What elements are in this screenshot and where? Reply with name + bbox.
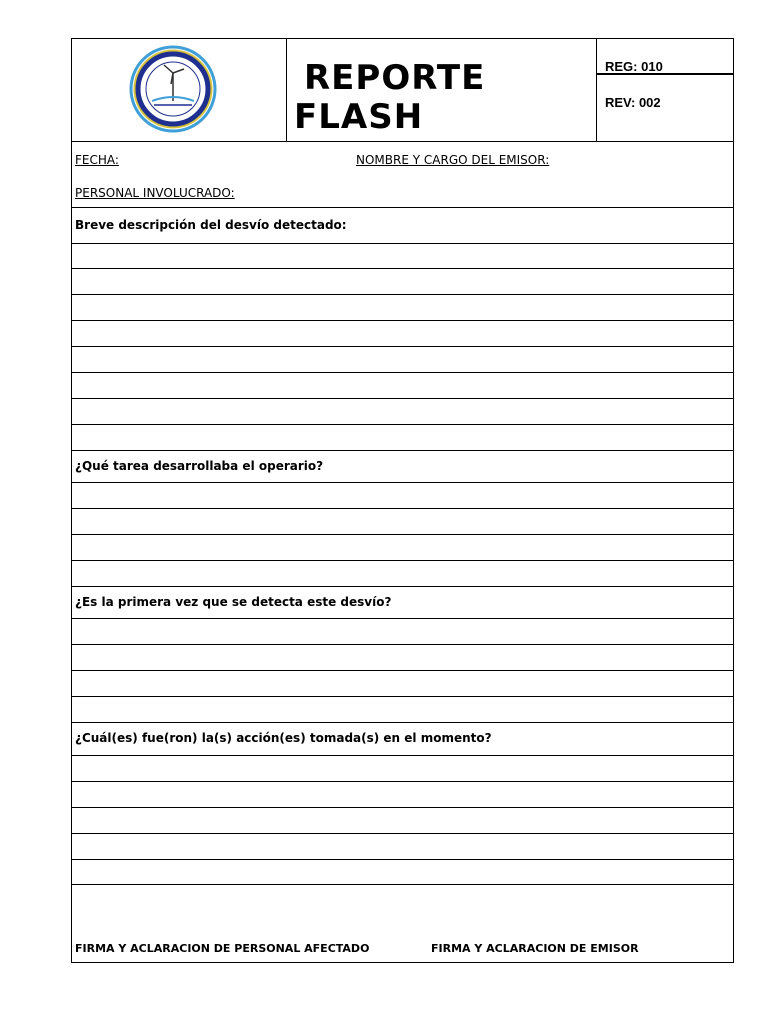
answer-line[interactable] [72, 619, 733, 645]
question-3-row [72, 587, 733, 619]
page-title [294, 59, 485, 137]
reg-box [597, 39, 733, 75]
answer-line[interactable] [72, 697, 733, 723]
answer-line[interactable] [72, 834, 733, 860]
personal-involucrado-label: PERSONAL INVOLUCRADO: [75, 186, 235, 200]
question-1-label: Breve descripción del desvío detectado: [75, 218, 347, 232]
answer-line[interactable] [72, 373, 733, 399]
firma-emisor-label: FIRMA Y ACLARACION DE EMISOR [431, 942, 639, 955]
company-logo [72, 39, 286, 141]
answer-line[interactable] [72, 671, 733, 697]
answer-line[interactable] [72, 509, 733, 535]
answer-line[interactable] [72, 295, 733, 321]
answer-line[interactable] [72, 808, 733, 834]
form-header [72, 39, 733, 142]
answer-line[interactable] [72, 860, 733, 885]
answer-line[interactable] [72, 535, 733, 561]
answer-line[interactable] [72, 321, 733, 347]
answer-line[interactable] [72, 782, 733, 808]
fecha-label: FECHA: [75, 153, 119, 167]
answer-line[interactable] [72, 269, 733, 295]
answer-line[interactable] [72, 483, 733, 509]
rev-code: REV: 002 [605, 95, 661, 110]
answer-line[interactable] [72, 645, 733, 671]
info-section [72, 142, 733, 208]
reg-code: REG: 010 [605, 59, 663, 74]
reporte-flash-form [71, 38, 734, 963]
answer-line[interactable] [72, 756, 733, 782]
answer-line[interactable] [72, 399, 733, 425]
title-cell [287, 39, 597, 141]
title-line-2: FLASH [294, 97, 424, 137]
question-4-label: ¿Cuál(es) fue(ron) la(s) acción(es) tomada(s) en el momento? [75, 731, 492, 745]
question-3-label: ¿Es la primera vez que se detecta este desvío? [75, 595, 392, 609]
answer-line[interactable] [72, 244, 733, 269]
firma-personal-afectado-label: FIRMA Y ACLARACION DE PERSONAL AFECTADO [75, 942, 370, 955]
question-1-row [72, 208, 733, 244]
document-code-cell [597, 39, 733, 141]
answer-line[interactable] [72, 347, 733, 373]
nombre-cargo-label: NOMBRE Y CARGO DEL EMISOR: [356, 153, 550, 167]
logo-cell [72, 39, 287, 141]
answer-line[interactable] [72, 425, 733, 451]
title-line-1: REPORTE [304, 58, 486, 98]
question-4-row [72, 723, 733, 756]
question-2-label: ¿Qué tarea desarrollaba el operario? [75, 459, 324, 473]
answer-line[interactable] [72, 561, 733, 587]
question-2-row [72, 451, 733, 483]
